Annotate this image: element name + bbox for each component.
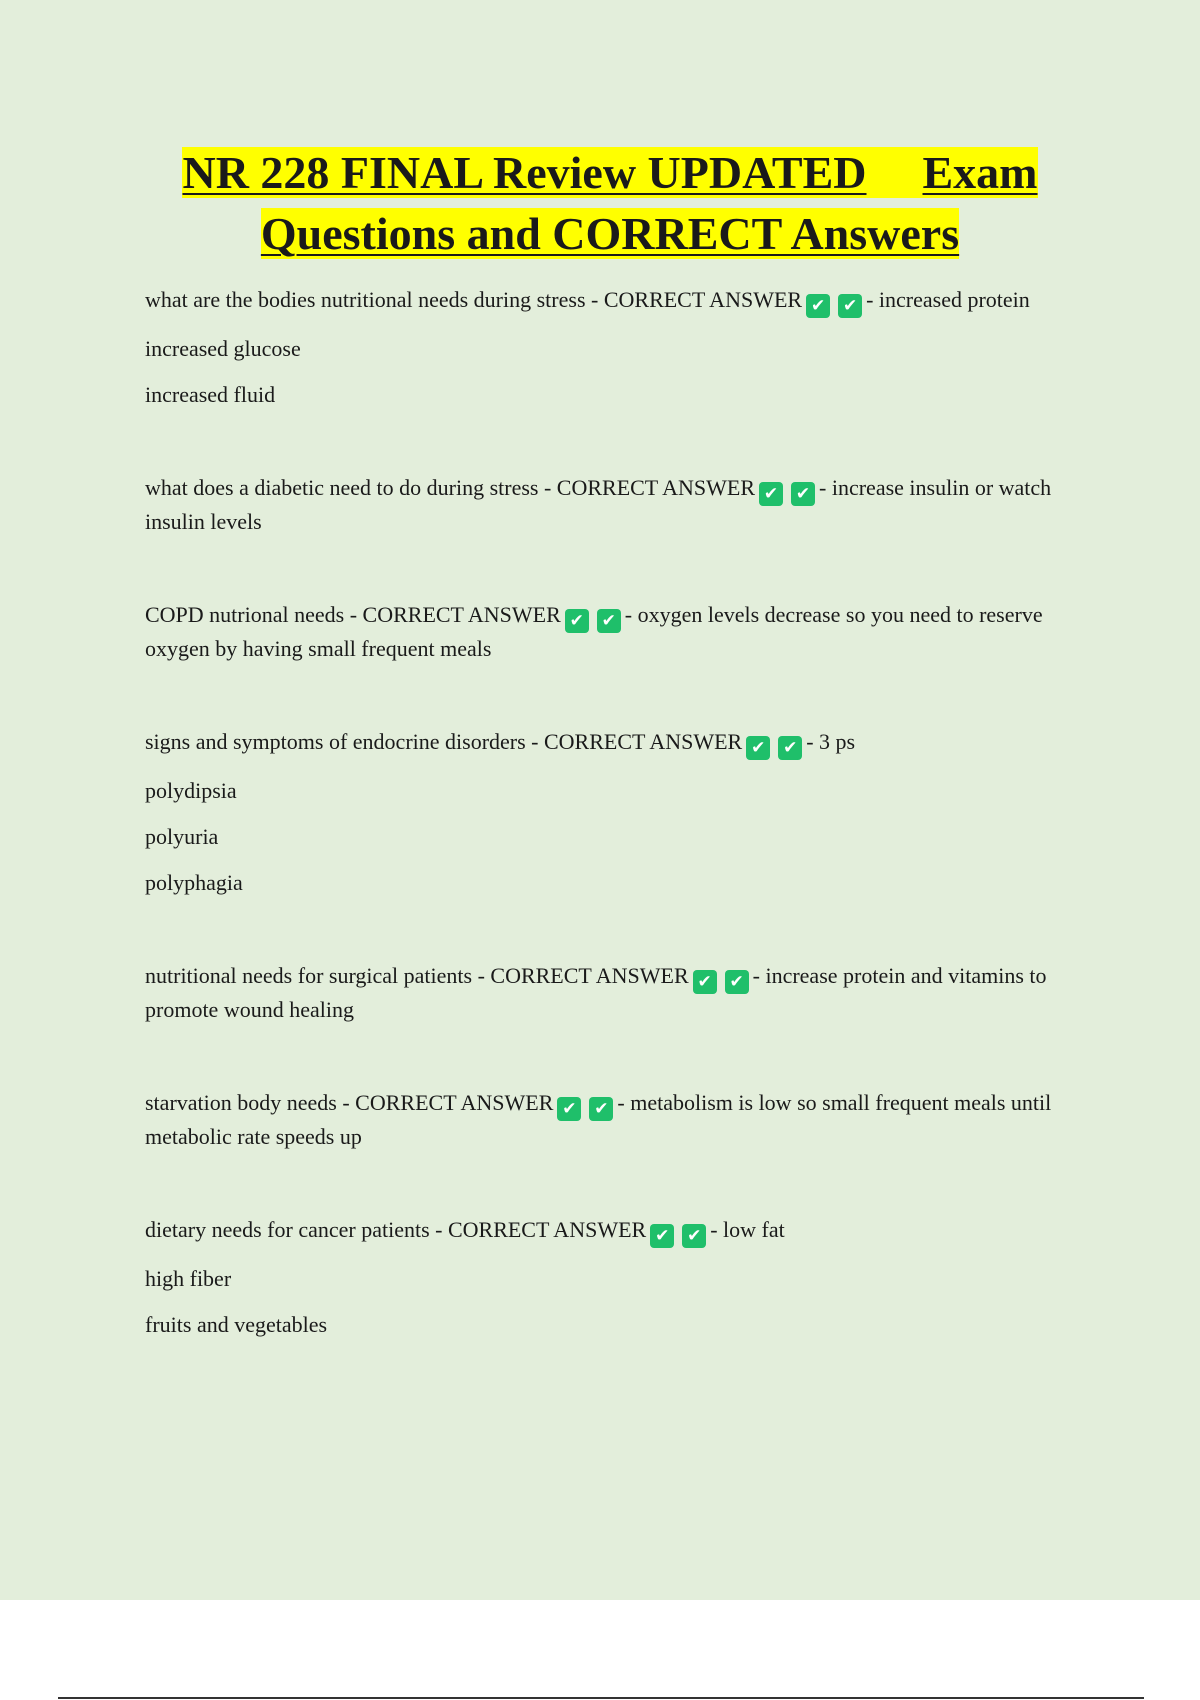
answer-text: - increase protein and vitamins to promote wound healing <box>145 963 1047 1022</box>
qa-item <box>145 472 1085 537</box>
answer-text: - low fat <box>710 1217 785 1242</box>
question-line <box>145 472 1085 537</box>
check-box-icon: ✔ <box>791 482 815 506</box>
title-part2: Exam <box>922 147 1038 198</box>
answer-extra-line: high fiber <box>145 1266 232 1291</box>
document-title <box>140 142 1080 264</box>
answer-text: - oxygen levels decrease so you need to reserve oxygen by having small frequent meals <box>145 602 1043 661</box>
check-box-icon: ✔ <box>746 736 770 760</box>
question-line <box>145 284 1085 318</box>
question-text: what are the bodies nutritional needs during stress - CORRECT ANSWER <box>145 287 803 312</box>
question-text: what does a diabetic need to do during stress - CORRECT ANSWER <box>145 475 756 500</box>
qa-item <box>145 599 1085 664</box>
check-box-icon: ✔ <box>693 970 717 994</box>
check-box-icon: ✔ <box>557 1097 581 1121</box>
qa-item <box>145 960 1085 1025</box>
qa-item <box>145 1214 1085 1340</box>
question-line <box>145 960 1085 1025</box>
answer-text: - increased protein <box>866 287 1030 312</box>
qa-item <box>145 726 1085 898</box>
question-text: COPD nutrional needs - CORRECT ANSWER <box>145 602 561 627</box>
qa-list <box>145 284 1085 1340</box>
check-box-icon: ✔ <box>682 1224 706 1248</box>
question-line <box>145 1087 1085 1152</box>
check-box-icon: ✔ <box>806 294 830 318</box>
check-box-icon: ✔ <box>778 736 802 760</box>
question-line <box>145 726 1085 760</box>
question-text: dietary needs for cancer patients - CORRECT ANSWER <box>145 1217 647 1242</box>
answer-text: - increase insulin or watch insulin levels <box>145 475 1052 534</box>
title-highlight <box>182 147 1037 198</box>
check-box-icon: ✔ <box>838 294 862 318</box>
answer-extra-line: increased glucose <box>145 336 301 361</box>
question-line <box>145 1214 1085 1248</box>
question-text: starvation body needs - CORRECT ANSWER <box>145 1090 554 1115</box>
footer-divider <box>58 1697 1144 1699</box>
answer-extra-line: increased fluid <box>145 382 276 407</box>
question-text: nutritional needs for surgical patients - CORRECT ANSWER <box>145 963 689 988</box>
check-box-icon: ✔ <box>759 482 783 506</box>
question-line <box>145 599 1085 664</box>
answer-text: - 3 ps <box>806 729 856 754</box>
check-box-icon: ✔ <box>725 970 749 994</box>
qa-item <box>145 284 1085 410</box>
check-box-icon: ✔ <box>589 1097 613 1121</box>
check-box-icon: ✔ <box>650 1224 674 1248</box>
title-line2: Questions and CORRECT Answers <box>260 208 960 259</box>
check-box-icon: ✔ <box>565 609 589 633</box>
answer-extra-line: fruits and vegetables <box>145 1312 328 1337</box>
answer-text: - metabolism is low so small frequent meals until metabolic rate speeds up <box>145 1090 1052 1149</box>
answer-extra-line: polydipsia <box>145 778 237 803</box>
qa-item <box>145 1087 1085 1152</box>
question-text: signs and symptoms of endocrine disorders - CORRECT ANSWER <box>145 729 743 754</box>
answer-extra-line: polyphagia <box>145 870 243 895</box>
title-part1: NR 228 FINAL Review UPDATED <box>182 147 867 198</box>
check-box-icon: ✔ <box>597 609 621 633</box>
answer-extra-line: polyuria <box>145 824 219 849</box>
